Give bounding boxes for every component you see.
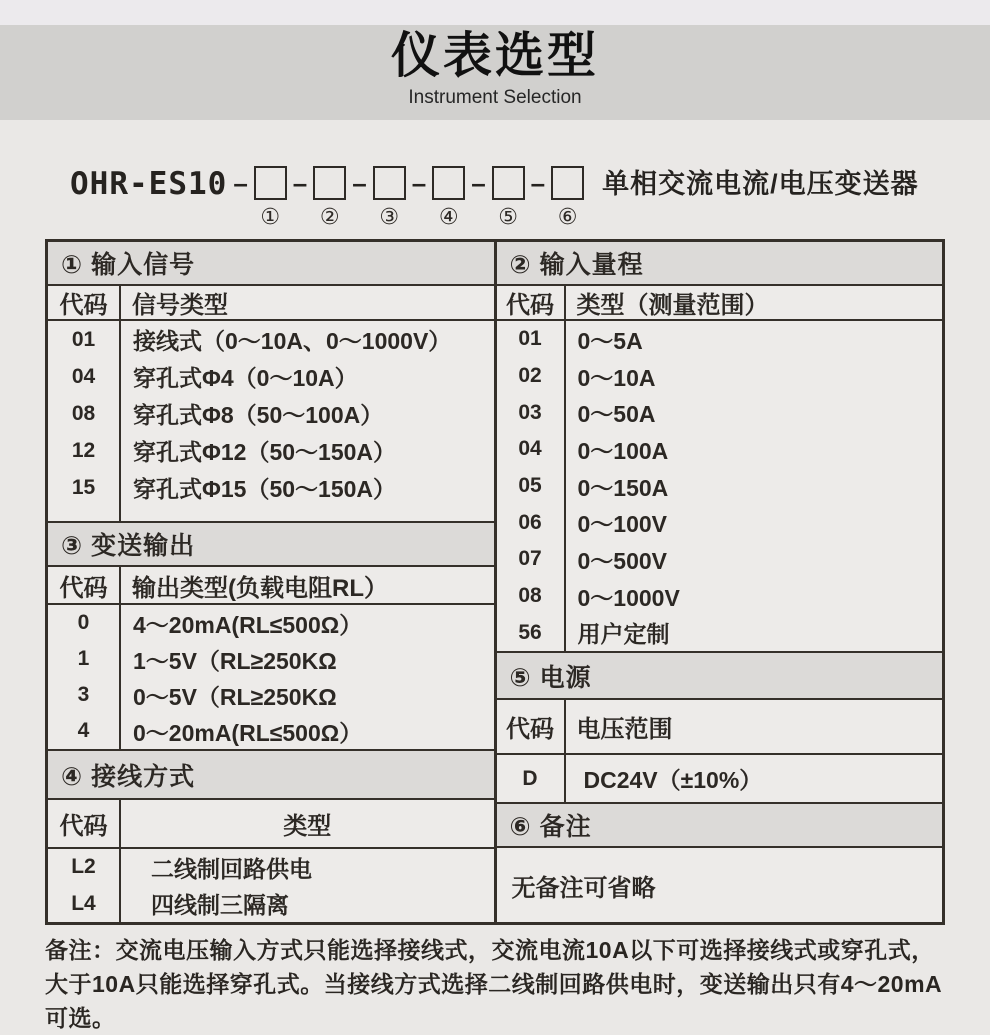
label-cell: 接线式（0～10A、0～1000V） xyxy=(133,328,452,354)
s1-data-block xyxy=(48,321,494,523)
code-cell: 15 xyxy=(71,475,96,499)
label-cell: 0～50A xyxy=(577,401,656,428)
section-band-output xyxy=(48,523,494,567)
remark-cell: 无备注可省略 xyxy=(511,874,656,902)
model-code-slot-4 xyxy=(432,166,465,229)
code-cell: 08 xyxy=(71,401,96,425)
dash: – xyxy=(233,168,248,198)
slot-number: ⑤ xyxy=(498,204,519,229)
code-cell: 04 xyxy=(518,437,542,461)
code-cell: 01 xyxy=(518,327,542,351)
code-cell: 01 xyxy=(71,327,96,351)
section-title: ① 输入信号 xyxy=(61,251,196,279)
model-code-slot-1 xyxy=(254,166,287,229)
label-cell: 0～5V（RL≥250KΩ xyxy=(133,683,337,710)
col-header-label: 输出类型(负载电阻RL） xyxy=(132,574,388,602)
section-title: ② 输入量程 xyxy=(509,251,644,279)
label-cell: 0～150A xyxy=(577,474,669,501)
col-header-code: 代码 xyxy=(48,567,121,603)
col-header-label: 类型（测量范围） xyxy=(576,292,769,319)
col-header-code: 代码 xyxy=(497,700,566,753)
label-cell: 0～500V xyxy=(577,547,668,574)
code-cell: 05 xyxy=(518,474,542,498)
col-header-code: 代码 xyxy=(48,286,121,319)
label-cell: 0～1000V xyxy=(577,584,680,611)
s3-data-block xyxy=(48,605,494,751)
s4-header-row xyxy=(48,800,494,849)
code-box xyxy=(373,166,406,200)
section-band-input-signal xyxy=(48,242,494,286)
section-band-power xyxy=(497,653,943,700)
code-cell: 06 xyxy=(518,510,542,534)
model-code-line xyxy=(70,166,919,236)
s2-label-column xyxy=(566,321,943,651)
model-code-slot-6 xyxy=(551,166,584,229)
code-cell: 03 xyxy=(518,400,542,424)
s3-code-column xyxy=(48,605,121,749)
label-cell: 二线制回路供电 xyxy=(151,855,312,882)
section-band-wiring xyxy=(48,751,494,800)
s2-header-row xyxy=(497,286,943,321)
section-title: ⑤ 电源 xyxy=(509,663,592,692)
dash: – xyxy=(411,168,427,198)
code-cell: 07 xyxy=(518,547,542,571)
model-prefix: OHR-ES10 xyxy=(70,166,228,202)
s4-code-column xyxy=(48,849,121,922)
slot-number: ② xyxy=(319,204,340,229)
label-cell: 0～100A xyxy=(577,437,669,464)
code-cell: L2 xyxy=(71,855,96,879)
slot-number: ④ xyxy=(438,204,459,229)
s5-header-row xyxy=(497,700,943,755)
selection-table xyxy=(45,239,945,925)
code-cell: D xyxy=(522,766,538,790)
s2-data-block xyxy=(497,321,943,653)
table-right-half xyxy=(497,242,943,922)
s5-label-column xyxy=(566,755,943,802)
col-header-code: 代码 xyxy=(48,800,121,847)
s3-header-row xyxy=(48,567,494,605)
label-cell: 穿孔式Φ8（50～100A） xyxy=(133,402,384,428)
s2-code-column xyxy=(497,321,566,651)
label-cell: 穿孔式Φ4（0～10A） xyxy=(133,365,358,391)
model-code-slot-3 xyxy=(373,166,406,229)
slot-number: ⑥ xyxy=(557,204,578,229)
label-cell: 用户定制 xyxy=(577,621,670,648)
table-left-half xyxy=(48,242,497,922)
code-cell: 08 xyxy=(518,584,542,608)
dash: – xyxy=(530,168,546,198)
col-header-label: 电压范围 xyxy=(576,716,673,743)
model-code-slot-5 xyxy=(492,166,525,229)
label-cell: 0～10A xyxy=(577,364,656,391)
section-band-input-range xyxy=(497,242,943,286)
dash: – xyxy=(352,168,367,198)
page-title: 仪表选型 xyxy=(390,29,599,83)
slot-number: ① xyxy=(260,204,281,229)
s3-label-column xyxy=(121,605,494,749)
s6-data-block xyxy=(497,848,943,922)
code-box xyxy=(254,166,287,200)
label-cell: 0～100V xyxy=(577,511,668,538)
s4-data-block xyxy=(48,849,494,922)
page-subtitle: Instrument Selection xyxy=(408,87,582,108)
s5-code-column xyxy=(497,755,566,802)
label-cell: DC24V（±10%） xyxy=(583,767,763,793)
dash: – xyxy=(471,168,486,198)
code-cell: L4 xyxy=(71,891,96,915)
col-header-code: 代码 xyxy=(497,286,566,319)
product-name: 单相交流电流/电压变送器 xyxy=(602,169,919,199)
code-cell: 3 xyxy=(77,683,90,706)
label-cell: 0～20mA(RL≤500Ω） xyxy=(133,719,363,746)
code-cell: 56 xyxy=(518,620,542,644)
code-box xyxy=(551,166,584,200)
label-cell: 四线制三隔离 xyxy=(151,892,289,919)
dash: – xyxy=(292,168,308,198)
top-strip xyxy=(0,0,990,25)
section-title: ⑥ 备注 xyxy=(509,813,592,841)
s1-label-column xyxy=(121,321,494,521)
col-header-label: 信号类型 xyxy=(132,292,228,319)
s4-label-column xyxy=(121,849,494,922)
code-box xyxy=(492,166,525,200)
label-cell: 4～20mA(RL≤500Ω） xyxy=(133,611,363,638)
label-cell: 穿孔式Φ15（50～150A） xyxy=(133,476,397,502)
section-band-remarks xyxy=(497,804,943,848)
code-cell: 4 xyxy=(77,719,90,742)
code-box xyxy=(432,166,465,200)
code-cell: 12 xyxy=(71,438,96,462)
footnote: 备注：交流电压输入方式只能选择接线式，交流电流10A以下可选择接线式或穿孔式，大于10A只能选择穿孔式。当接线方式选择二线制回路供电时，变送输出只有4～20mA可选。 xyxy=(45,937,943,1031)
model-code-slot-2 xyxy=(313,166,346,229)
s1-code-column xyxy=(48,321,121,521)
section-title: ③ 变送输出 xyxy=(61,532,196,560)
col-header-label: 类型 xyxy=(283,813,332,840)
s1-header-row xyxy=(48,286,494,321)
code-cell: 04 xyxy=(71,364,96,388)
title-band xyxy=(0,25,990,120)
code-cell: 02 xyxy=(518,364,542,387)
code-cell: 1 xyxy=(77,647,90,670)
code-box xyxy=(313,166,346,200)
label-cell: 穿孔式Φ12（50～150A） xyxy=(133,439,397,465)
s5-data-block xyxy=(497,755,943,804)
section-title: ④ 接线方式 xyxy=(61,762,196,791)
label-cell: 1～5V（RL≥250KΩ xyxy=(133,647,337,674)
label-cell: 0～5A xyxy=(577,327,643,354)
slot-number: ③ xyxy=(379,204,400,229)
code-cell: 0 xyxy=(77,611,90,634)
